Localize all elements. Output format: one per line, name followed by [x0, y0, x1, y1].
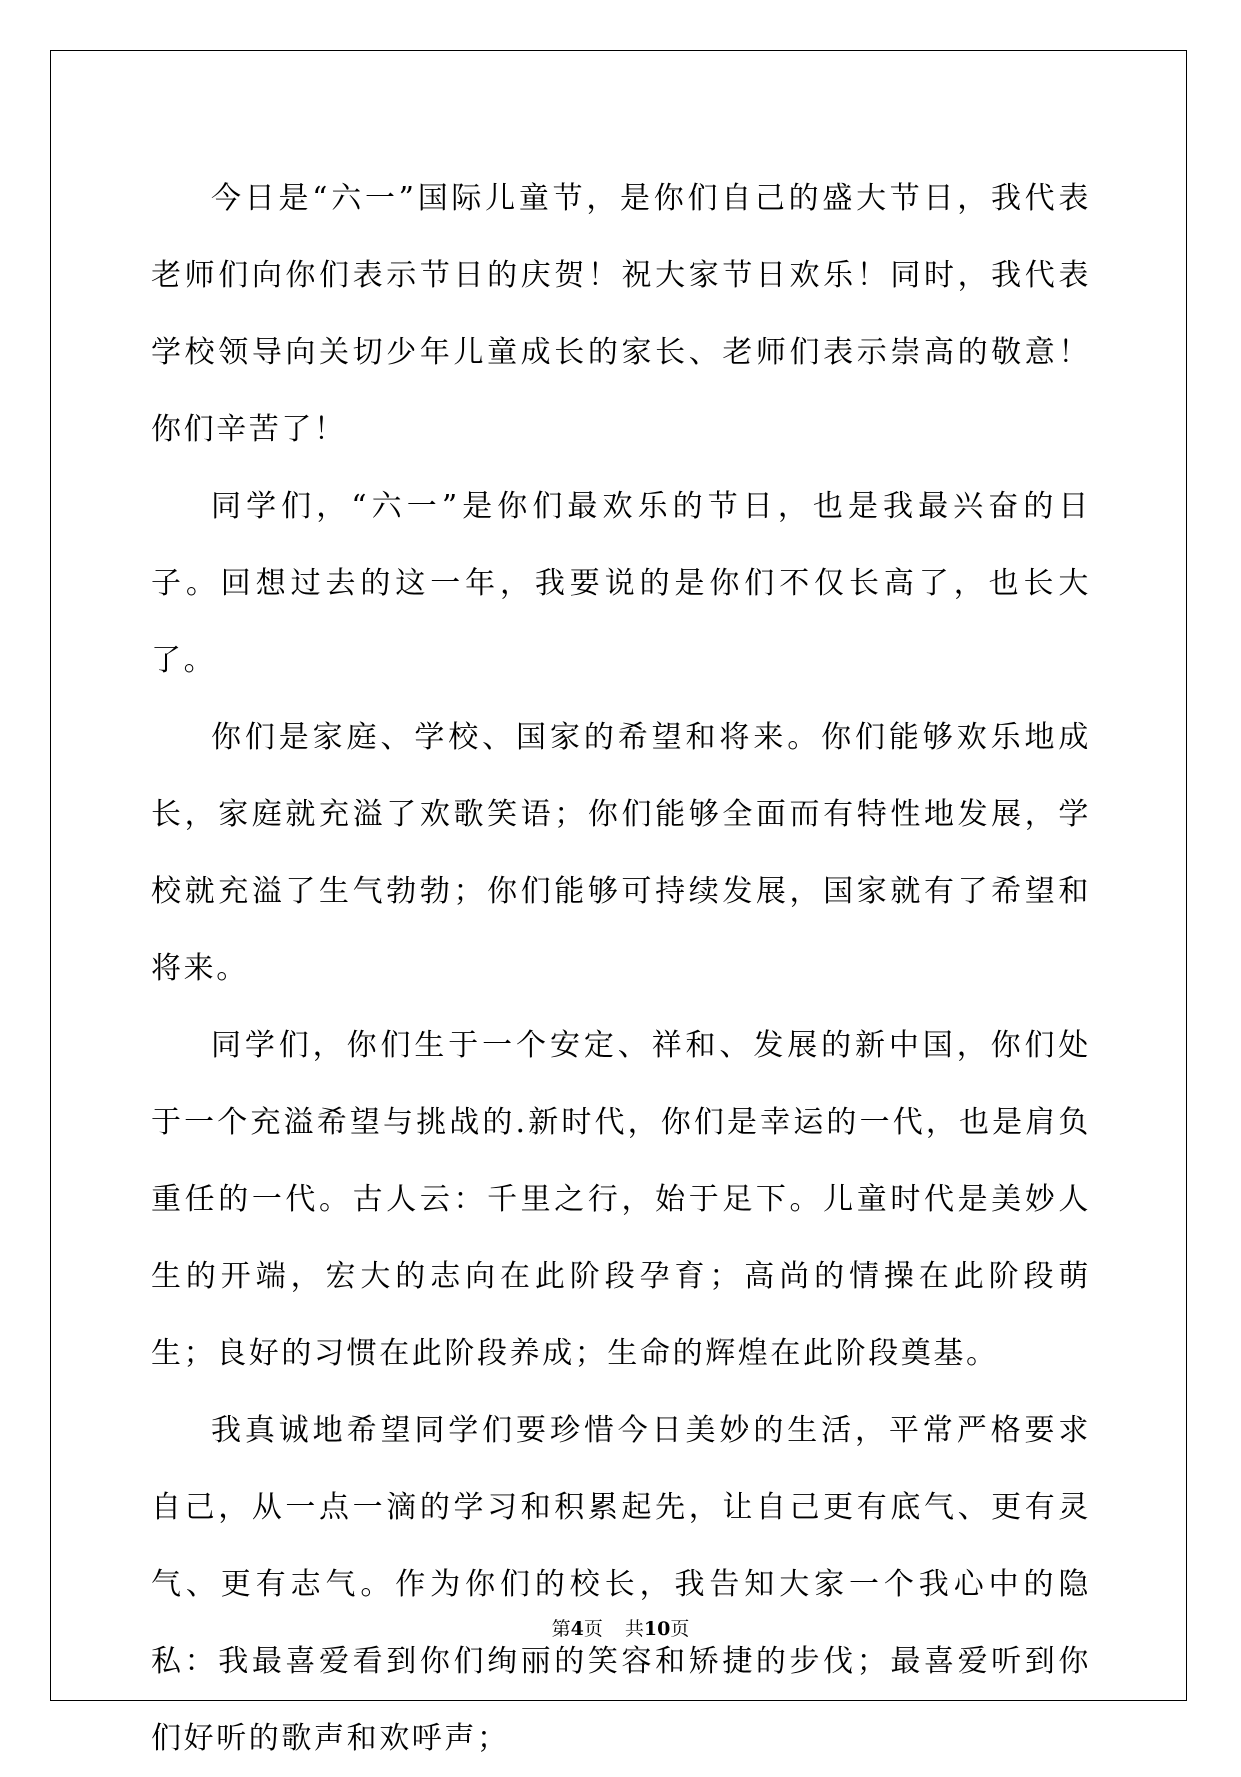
paragraph-3: 你们是家庭、学校、国家的希望和将来。你们能够欢乐地成长，家庭就充溢了欢歌笑语；你们能够全面而有特性地发展，学校就充溢了生气勃勃；你们能够可持续发展，国家就有了希望和将来。: [151, 720, 1091, 986]
total-prefix: 共: [624, 1618, 644, 1640]
page-suffix: 页: [583, 1618, 603, 1640]
paragraph-5: 我真诚地希望同学们要珍惜今日美妙的生活，平常严格要求自己，从一点一滴的学习和积累起先，让自己更有底气、更有灵气、更有志气。作为你们的校长，我告知大家一个我心中的隐私：我最喜爱看到你们绚丽的笑容和矫捷的步伐；最喜爱听到你们好听的歌声和欢呼声；: [151, 1413, 1091, 1756]
page-number: 4: [570, 1618, 584, 1640]
paragraph-1: 今日是“六一”国际儿童节，是你们自己的盛大节日，我代表老师们向你们表示节日的庆贺！祝大家节日欢乐！同时，我代表学校领导向关切少年儿童成长的家长、老师们表示崇高的敬意！你们辛苦了！: [151, 181, 1091, 447]
page-prefix: 第: [551, 1618, 571, 1640]
paragraph-4: 同学们，你们生于一个安定、祥和、发展的新中国，你们处于一个充溢希望与挑战的.新时代，你们是幸运的一代，也是肩负重任的一代。古人云：千里之行，始于足下。儿童时代是美妙人生的开端，宏大的志向在此阶段孕育；高尚的情操在此阶段萌生；良好的习惯在此阶段养成；生命的辉煌在此阶段奠基。: [151, 1028, 1091, 1371]
total-pages: 10: [643, 1618, 671, 1640]
total-suffix: 页: [670, 1618, 690, 1640]
document-body: [151, 160, 1091, 1777]
page-footer: [0, 1617, 1241, 1641]
paragraph-2: 同学们，“六一”是你们最欢乐的节日，也是我最兴奋的日子。回想过去的这一年，我要说的是你们不仅长高了，也长大了。: [151, 489, 1091, 678]
